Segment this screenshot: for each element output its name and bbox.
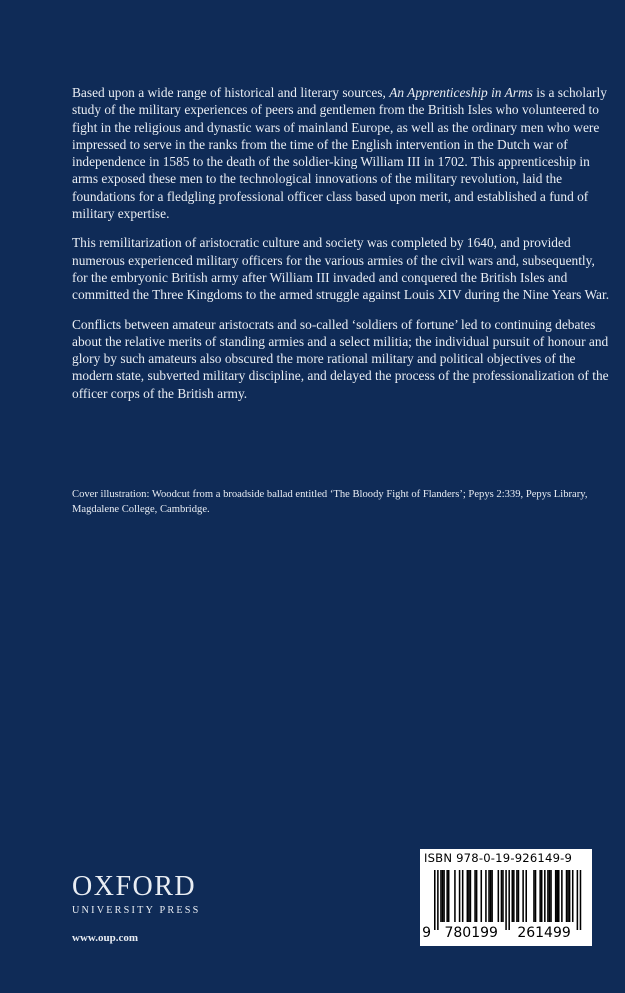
barcode-bar (513, 870, 515, 922)
blurb-p1-pre: Based upon a wide range of historical and literary sources, (72, 85, 390, 100)
barcode-bar (541, 870, 543, 922)
barcode-bar (580, 870, 582, 930)
barcode-bar (491, 870, 493, 922)
barcode-bar (566, 870, 568, 922)
barcode-digits: 9 (422, 925, 431, 941)
barcode-bar (448, 870, 450, 922)
barcode-bar (516, 870, 518, 922)
barcode-bar (488, 870, 490, 922)
blurb (72, 84, 612, 414)
barcode-bar (556, 870, 558, 922)
barcode-bar (485, 870, 487, 922)
barcode-bar (550, 870, 552, 922)
publisher-logo (72, 873, 232, 917)
barcode-bar (533, 870, 535, 922)
blurb-paragraph-1 (72, 84, 612, 222)
blurb-paragraph-2: This remilitarization of aristocratic culture and society was completed by 1640, and provided numerous experienced military officers for the various armies of the civil wars and, subsequently, for the embryonic British army after William III invaded and conquered the British Isles and committed the Three Kingdoms to the armed struggle against Louis XIV during the Nine Years War. (72, 235, 610, 303)
barcode-bar (508, 870, 510, 930)
barcode-bar (505, 870, 507, 930)
barcode-bar (470, 870, 472, 922)
barcode-digits: 261499 (517, 925, 571, 941)
barcode-bar (437, 870, 439, 930)
barcode-bar (446, 870, 448, 922)
barcode-bar (434, 870, 436, 930)
barcode-bar (577, 870, 579, 930)
barcode-digits: 780199 (444, 925, 498, 941)
barcode-bar (501, 870, 503, 922)
barcode-bar (512, 870, 514, 922)
barcode-bar (572, 870, 574, 922)
barcode-bar (490, 870, 492, 922)
barcode-bar (443, 870, 445, 922)
barcode-bar (498, 870, 500, 922)
publisher-subtitle: UNIVERSITY PRESS (72, 905, 201, 916)
publisher-website: www.oup.com (72, 932, 139, 944)
barcode-bar (518, 870, 520, 922)
barcode-bar (535, 870, 537, 922)
barcode-bar (555, 870, 557, 922)
barcode-bar (549, 870, 551, 922)
barcode-bar (525, 870, 527, 922)
barcode-bar (502, 870, 504, 922)
barcode-bar (467, 870, 469, 922)
barcode-bar (459, 870, 461, 922)
barcode-bar (468, 870, 470, 922)
book-title: An Apprenticeship in Arms (389, 85, 533, 100)
blurb-p1-post: is a scholarly study of the military experiences of peers and gentlemen from the British Isles who volunteered to fight in the religious and dynastic wars of mainland Europe, as well as the ordinary men who were impressed to serve in the ranks from the time of the English intervention in the Dutch war of independence in 1585 to the death of the soldier-king William III in 1702. This apprenticeship in arms exposed these men to the technological innovations of the military revolution, laid the foundations for a fledgling professional officer class based upon merit, and established a fund of military expertise. (72, 85, 607, 222)
barcode-bar (561, 870, 563, 922)
barcode-bar (567, 870, 569, 922)
barcode-image (420, 868, 592, 946)
barcode-bar (454, 870, 456, 922)
publisher-name: OXFORD (72, 871, 197, 902)
isbn-barcode (420, 849, 592, 946)
barcode-bar (440, 870, 442, 922)
barcode-bar (476, 870, 478, 922)
barcode-bar (522, 870, 524, 922)
barcode-bar (442, 870, 444, 922)
cover-illustration-credit: Cover illustration: Woodcut from a broadside ballad entitled ‘The Bloody Fight of Flanders’; Pepys 2:339, Pepys Library, Magdalene College, Cambridge. (72, 489, 588, 515)
barcode-bar (547, 870, 549, 922)
barcode-bar (462, 870, 464, 922)
barcode-bar (474, 870, 476, 922)
barcode-bar (558, 870, 560, 922)
blurb-paragraph-3: Conflicts between amateur aristocrats and so-called ‘soldiers of fortune’ led to continuing debates about the relative merits of standing armies and a select militia; the individual pursuit of honour and glory by such amateurs also obscured the more rational military and political objectives of the modern state, subverted military discipline, and delayed the process of the professionalization of the officer corps of the British army. (72, 316, 609, 401)
barcode-bar (544, 870, 546, 922)
barcode-bar (481, 870, 483, 922)
isbn-label: ISBN 978-0-19-926149-9 (424, 851, 573, 865)
barcode-bar (539, 870, 541, 922)
barcode-bar (569, 870, 571, 922)
